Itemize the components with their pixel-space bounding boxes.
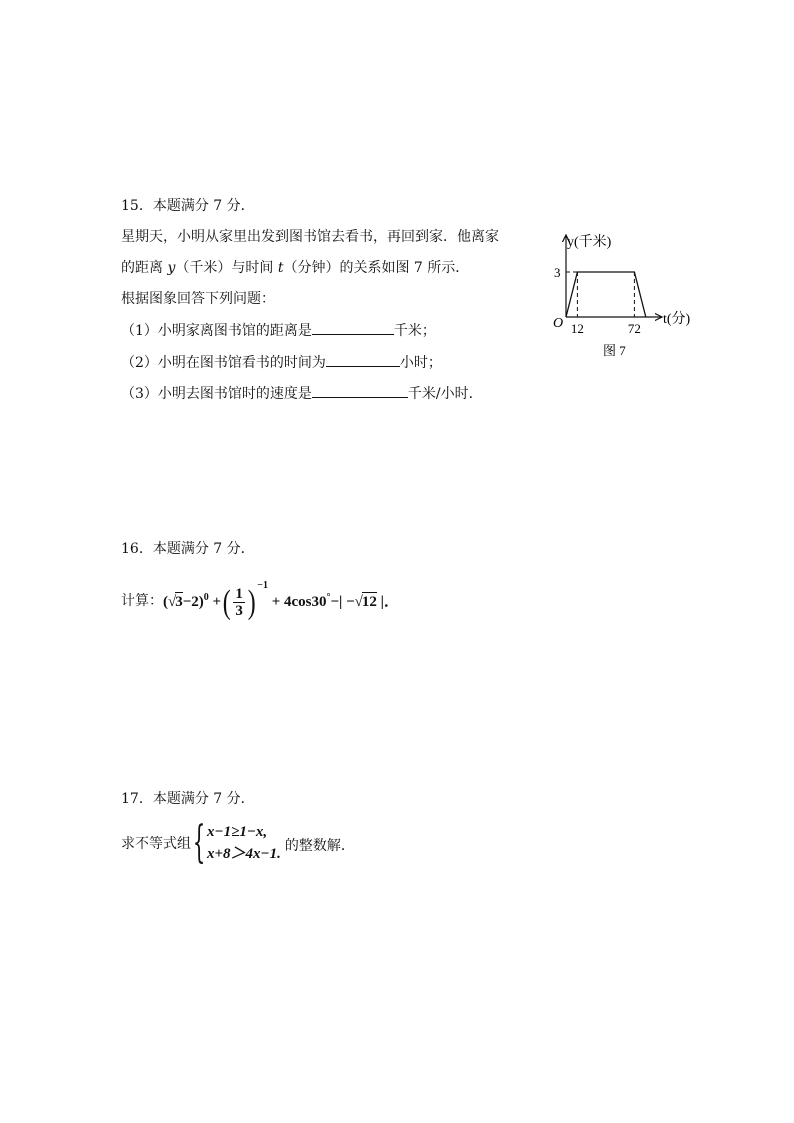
q15-sub2-text: （2）小明在图书馆看书的时间为 bbox=[121, 355, 326, 371]
q15-sub3-text: （3）小明去图书馆时的速度是 bbox=[121, 386, 312, 402]
q15-line2-c: （分钟）的关系如图 7 所示． bbox=[283, 260, 470, 276]
q16-abs-term: −| − bbox=[330, 594, 355, 611]
q16-prefix: 计算： bbox=[121, 593, 163, 609]
q16-expression bbox=[121, 578, 399, 622]
inequality-1: x−1≥1−x, bbox=[207, 824, 268, 840]
q15-var-t: t bbox=[277, 260, 284, 276]
x-tick-72: 72 bbox=[627, 321, 641, 336]
q17-header: 17．本题满分 7 分． bbox=[121, 791, 255, 807]
q15-sub1-text: （1）小明家离图书馆的距离是 bbox=[121, 323, 312, 339]
inequality-list bbox=[207, 821, 281, 865]
sqrt-12: 12 bbox=[361, 594, 377, 611]
q15-sub3-unit: 千米/小时． bbox=[407, 386, 483, 402]
q15-sub3 bbox=[121, 383, 483, 404]
q16-cos-term: + 4cos30 bbox=[271, 594, 327, 611]
q15-line1: 星期天，小明从家里出发到图书馆去看书，再回到家．他离家 bbox=[121, 229, 499, 245]
q16-formula: $(√3-2)^0$ +( $\frac{1}{3}$ ) $^{-1}$ + 4cos30°−| −√12 |． bbox=[163, 580, 399, 621]
q15-sub1-unit: 千米； bbox=[393, 323, 436, 339]
left-brace: { bbox=[192, 817, 206, 868]
figure-7-graph bbox=[545, 225, 705, 365]
q17-suffix: 的整数解． bbox=[284, 838, 355, 854]
q15-line3: 根据图象回答下列问题： bbox=[121, 291, 275, 307]
q15-line2-a: 的距离 bbox=[121, 260, 168, 276]
q16-header: 16．本题满分 7 分． bbox=[121, 541, 255, 557]
q15-sub2 bbox=[121, 352, 442, 373]
q15-line2-b: （千米）与时间 bbox=[175, 260, 278, 276]
q17-system bbox=[121, 817, 355, 868]
q16-plus: + bbox=[212, 594, 222, 611]
fraction-one-third bbox=[233, 586, 245, 619]
q17-prefix: 求不等式组 bbox=[121, 836, 191, 852]
y-tick-3: 3 bbox=[554, 265, 561, 280]
q15-header: 15．本题满分 7 分． bbox=[121, 198, 255, 214]
q15-sub1 bbox=[121, 320, 436, 341]
answer-blank-2[interactable] bbox=[326, 352, 400, 367]
q15-line2 bbox=[121, 258, 469, 278]
q16-end: |． bbox=[376, 594, 399, 611]
q16-exp0: 0 bbox=[203, 592, 209, 604]
sqrt-3: 3 bbox=[175, 594, 183, 611]
figure-caption: 图 7 bbox=[603, 343, 626, 358]
answer-blank-1[interactable] bbox=[312, 320, 394, 335]
frac-num: 1 bbox=[235, 586, 243, 603]
frac-den: 3 bbox=[235, 603, 243, 620]
q15-var-y: y bbox=[167, 260, 176, 276]
origin-label: O bbox=[553, 316, 564, 331]
answer-blank-3[interactable] bbox=[312, 383, 408, 398]
distance-time-line bbox=[566, 272, 646, 317]
inequality-2: x+8＞4x−1. bbox=[207, 846, 281, 862]
q16-exp-neg1: −1 bbox=[257, 580, 268, 592]
q15-sub2-unit: 小时； bbox=[399, 355, 442, 371]
q16-minus2: −2) bbox=[182, 594, 204, 611]
x-axis-label: t(分) bbox=[663, 312, 691, 327]
y-axis-label: y(千米) bbox=[567, 235, 612, 250]
x-tick-12: 12 bbox=[570, 321, 584, 336]
degree-symbol: ° bbox=[326, 592, 331, 604]
